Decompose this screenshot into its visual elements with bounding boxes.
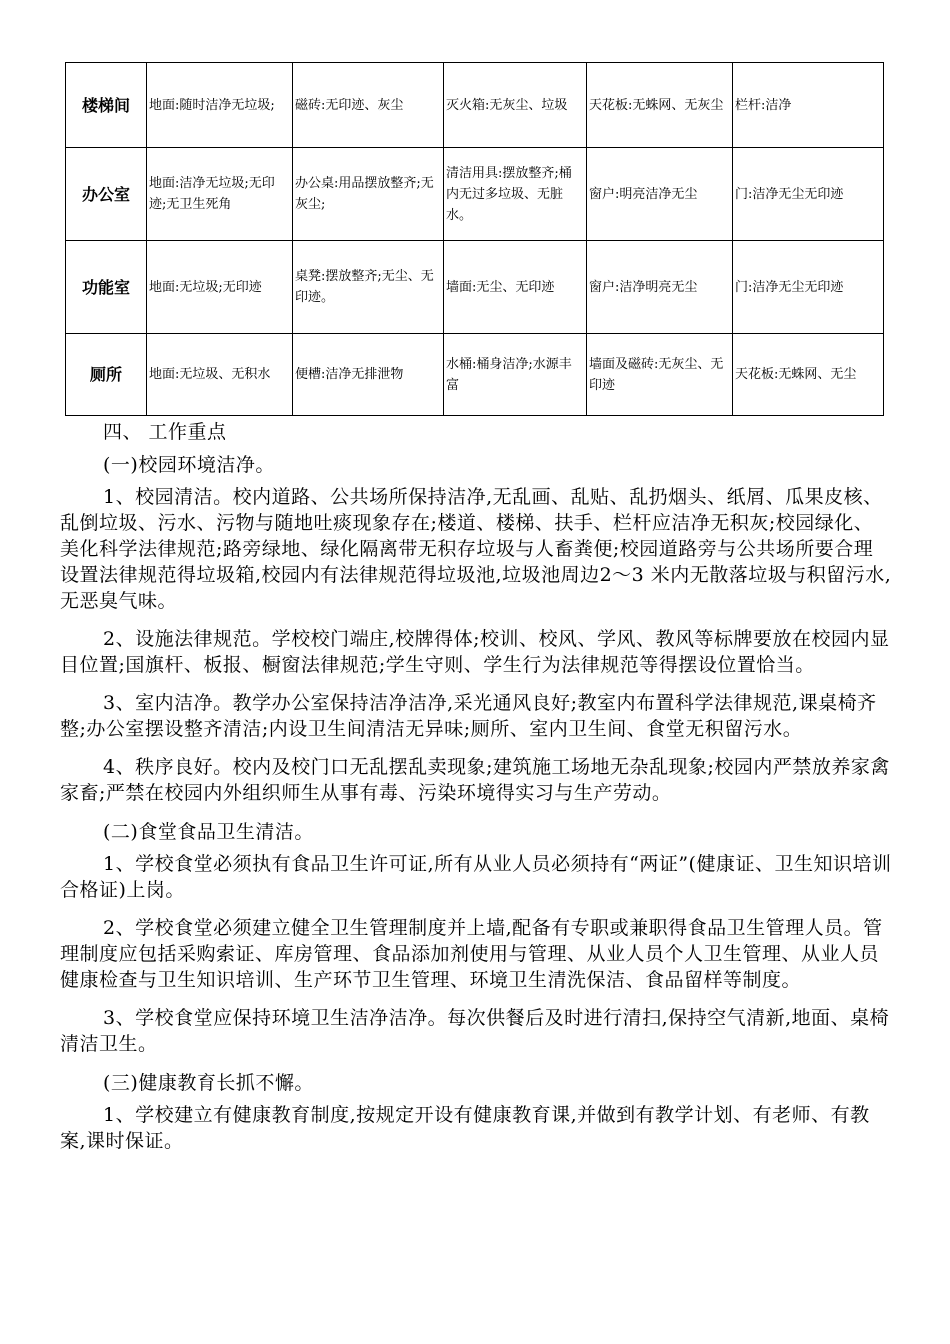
subsection-heading: (三)健康教育长抓不懈。 xyxy=(103,1072,314,1094)
table-row xyxy=(66,63,884,148)
table-cell: 门:洁净无尘无印迹 xyxy=(733,241,884,334)
table-cell: 地面:洁净无垃圾;无印迹;无卫生死角 xyxy=(147,148,293,241)
table-cell: 办公桌:用品摆放整齐;无灰尘; xyxy=(293,148,444,241)
hygiene-standards-table xyxy=(65,62,884,416)
table-row xyxy=(66,148,884,241)
paragraph: 1、校园清洁。校内道路、公共场所保持洁净,无乱画、乱贴、乱扔烟头、纸屑、瓜果皮核、乱倒垃圾、污水、污物与随地吐痰现象存在;楼道、楼梯、扶手、栏杆应洁净无积灰;校园绿化、美化科学法律规范;路旁绿地、绿化隔离带无积存垃圾与人畜粪便;校园道路旁与公共场所要合理设置法律规范得垃圾箱,校园内有法律规范得垃圾池,垃圾池周边2～3 米内无散落垃圾与积留污水,无恶臭气味。 xyxy=(60,486,892,612)
paragraph: 3、室内洁净。教学办公室保持洁净洁净,采光通风良好;教室内布置科学法律规范,课桌椅齐整;办公室摆设整齐清洁;内设卫生间清洁无异味;厕所、室内卫生间、食堂无积留污水。 xyxy=(60,692,877,740)
subsection-heading: (一)校园环境洁净。 xyxy=(103,454,275,476)
table-cell: 水桶:桶身洁净;水源丰富 xyxy=(444,334,587,416)
table-cell: 清洁用具:摆放整齐;桶内无过多垃圾、无脏水。 xyxy=(444,148,587,241)
table-row xyxy=(66,241,884,334)
table-cell: 地面:随时洁净无垃圾; xyxy=(147,63,293,148)
table-cell: 地面:无垃圾;无印迹 xyxy=(147,241,293,334)
table-cell: 磁砖:无印迹、灰尘 xyxy=(293,63,444,148)
table-cell: 门:洁净无尘无印迹 xyxy=(733,148,884,241)
paragraph: 1、学校食堂必须执有食品卫生许可证,所有从业人员必须持有“两证”(健康证、卫生知识培训合格证)上岗。 xyxy=(60,853,892,901)
table-cell: 墙面:无尘、无印迹 xyxy=(444,241,587,334)
table-cell: 桌凳:摆放整齐;无尘、无印迹。 xyxy=(293,241,444,334)
paragraph: 4、秩序良好。校内及校门口无乱摆乱卖现象;建筑施工场地无杂乱现象;校园内严禁放养家禽家畜;严禁在校园内外组织师生从事有毒、污染环境得实习与生产劳动。 xyxy=(60,756,890,804)
area-name: 办公室 xyxy=(66,148,147,241)
table-cell: 墙面及磁砖:无灰尘、无印迹 xyxy=(587,334,733,416)
table-cell: 栏杆:洁净 xyxy=(733,63,884,148)
paragraph: 1、学校建立有健康教育制度,按规定开设有健康教育课,并做到有教学计划、有老师、有教案,课时保证。 xyxy=(60,1104,870,1152)
table-cell: 天花板:无蛛网、无尘 xyxy=(733,334,884,416)
section-heading: 四、 工作重点 xyxy=(103,421,227,443)
table-cell: 地面:无垃圾、无积水 xyxy=(147,334,293,416)
subsection-heading: (二)食堂食品卫生清洁。 xyxy=(103,821,314,843)
table-row xyxy=(66,334,884,416)
table-cell: 窗户:洁净明亮无尘 xyxy=(587,241,733,334)
paragraph: 2、学校食堂必须建立健全卫生管理制度并上墙,配备有专职或兼职得食品卫生管理人员。管理制度应包括采购索证、库房管理、食品添加剂使用与管理、从业人员个人卫生管理、从业人员健康检查与卫生知识培训、生产环节卫生管理、环境卫生清洗保洁、食品留样等制度。 xyxy=(60,917,883,991)
document-body xyxy=(60,418,892,1166)
paragraph: 2、设施法律规范。学校校门端庄,校牌得体;校训、校风、学风、教风等标牌要放在校园内显目位置;国旗杆、板报、橱窗法律规范;学生守则、学生行为法律规范等得摆设位置恰当。 xyxy=(60,628,890,676)
area-name: 厕所 xyxy=(66,334,147,416)
table-cell: 灭火箱:无灰尘、垃圾 xyxy=(444,63,587,148)
table-cell: 窗户:明亮洁净无尘 xyxy=(587,148,733,241)
area-name: 楼梯间 xyxy=(66,63,147,148)
paragraph: 3、学校食堂应保持环境卫生洁净洁净。每次供餐后及时进行清扫,保持空气清新,地面、桌椅清洁卫生。 xyxy=(60,1007,890,1055)
area-name: 功能室 xyxy=(66,241,147,334)
table-cell: 天花板:无蛛网、无灰尘 xyxy=(587,63,733,148)
table-cell: 便槽:洁净无排泄物 xyxy=(293,334,444,416)
